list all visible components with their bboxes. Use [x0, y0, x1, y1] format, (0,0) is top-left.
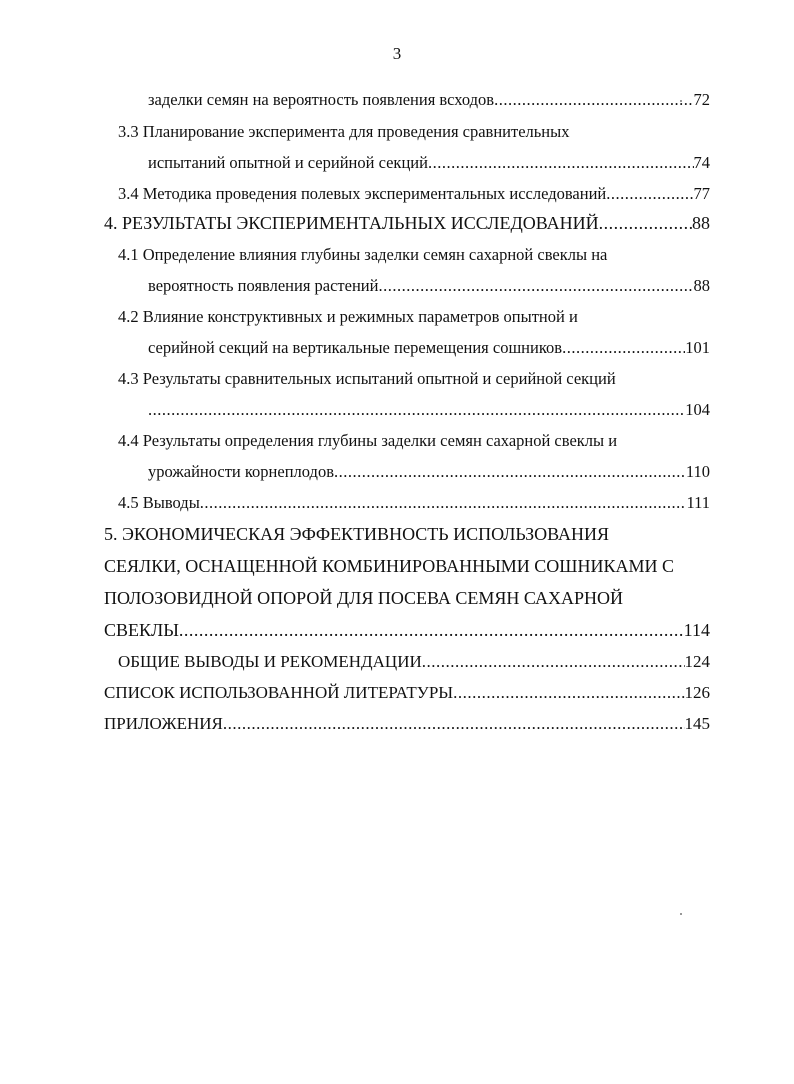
- toc-page-number: 104: [685, 400, 710, 419]
- toc-entry-4-3-continued: [148, 400, 710, 420]
- dot-leader: [422, 652, 685, 672]
- toc-page-number: 74: [693, 153, 710, 172]
- toc-entry-text: ОБЩИЕ ВЫВОДЫ И РЕКОМЕНДАЦИИ: [118, 652, 422, 671]
- toc-page-number: 88: [693, 276, 710, 295]
- dot-leader: [378, 276, 693, 296]
- toc-entry-text: СПИСОК ИСПОЛЬЗОВАННОЙ ЛИТЕРАТУРЫ: [104, 683, 454, 702]
- page-number: 3: [392, 44, 402, 63]
- toc-page-number: 114: [683, 620, 710, 640]
- toc-entry-4-4: [118, 431, 617, 451]
- toc-page-number: 145: [684, 714, 710, 733]
- dot-leader: [179, 620, 684, 640]
- toc-entry-chapter-5-line-3: [104, 588, 623, 608]
- toc-entry-text: серийной секций на вертикальные перемещения сошников: [148, 338, 563, 357]
- toc-entry-text: вероятность появления растений: [148, 276, 379, 295]
- toc-entry-text: 4.5 Выводы: [118, 493, 200, 512]
- dot-leader: [606, 184, 693, 204]
- toc-entry-text: ПРИЛОЖЕНИЯ: [104, 714, 223, 733]
- dot-leader: [148, 400, 685, 420]
- toc-entry-text: 4.4 Результаты определения глубины заделки семян сахарной свеклы и: [118, 431, 618, 450]
- toc-entry-text: 5. ЭКОНОМИЧЕСКАЯ ЭФФЕКТИВНОСТЬ ИСПОЛЬЗОВАНИЯ: [104, 524, 609, 544]
- scan-speck: [680, 100, 682, 102]
- toc-entry-text: 4.3 Результаты сравнительных испытаний опытной и серийной секций: [118, 369, 616, 388]
- toc-entry-text: 3.3 Планирование эксперимента для проведения сравнительных: [118, 122, 570, 141]
- toc-page-number: 88: [692, 213, 710, 233]
- toc-entry-4-2: [118, 307, 578, 327]
- toc-entry-text: заделки семян на вероятность появления всходов: [148, 90, 495, 109]
- toc-entry-text: 4. РЕЗУЛЬТАТЫ ЭКСПЕРИМЕНТАЛЬНЫХ ИССЛЕДОВАНИЙ: [104, 213, 599, 233]
- toc-entry-3-4: [118, 184, 710, 204]
- toc-page-number: 101: [685, 338, 710, 357]
- toc-page-number: 110: [685, 462, 710, 481]
- toc-entry-chapter-5-line-2: [104, 556, 674, 576]
- toc-page-number: 124: [684, 652, 710, 671]
- toc-entry-text: 4.1 Определение влияния глубины заделки семян сахарной свеклы на: [118, 245, 608, 264]
- dot-leader: [453, 683, 684, 703]
- toc-entry-text: СЕЯЛКИ, ОСНАЩЕННОЙ КОМБИНИРОВАННЫМИ СОШНИКАМИ С: [104, 556, 674, 576]
- toc-entry-text: испытаний опытной и серийной секций: [148, 153, 428, 172]
- toc-entry-4-1-continued: [148, 276, 710, 296]
- toc-entry-chapter-4: [104, 213, 710, 233]
- toc-entry-3-3: [118, 122, 569, 142]
- toc-page-number: 111: [686, 493, 710, 512]
- toc-entry-4-4-continued: [148, 462, 710, 482]
- dot-leader: [223, 714, 685, 734]
- toc-entry-text: СВЕКЛЫ: [104, 620, 179, 640]
- toc-entry-4-5: [118, 493, 710, 513]
- scan-speck: [680, 913, 682, 915]
- toc-entry-references: [104, 683, 710, 703]
- toc-entry-4-3: [118, 369, 616, 389]
- dot-leader: [334, 462, 686, 482]
- toc-entry-text: 4.2 Влияние конструктивных и режимных параметров опытной и: [118, 307, 578, 326]
- toc-entry-3-2-continued: [148, 90, 710, 110]
- toc-entry-appendices: [104, 714, 710, 734]
- dot-leader: [494, 90, 693, 110]
- toc-entry-text: урожайности корнеплодов: [148, 462, 334, 481]
- toc-entry-chapter-5-line-4: [104, 620, 710, 640]
- dot-leader: [562, 338, 685, 358]
- dot-leader: [200, 493, 687, 513]
- dot-leader: [599, 213, 692, 233]
- toc-page-number: 77: [693, 184, 710, 203]
- toc-entry-conclusions: [118, 652, 710, 672]
- toc-page-number: 126: [684, 683, 710, 702]
- toc-entry-4-2-continued: [148, 338, 710, 358]
- toc-entry-text: 3.4 Методика проведения полевых экспериментальных исследований: [118, 184, 607, 203]
- toc-page-number: 72: [693, 90, 710, 109]
- toc-entry-3-3-continued: [148, 153, 710, 173]
- toc-entry-4-1: [118, 245, 607, 265]
- toc-entry-chapter-5: [104, 524, 609, 544]
- dot-leader: [428, 153, 694, 173]
- toc-entry-text: ПОЛОЗОВИДНОЙ ОПОРОЙ ДЛЯ ПОСЕВА СЕМЯН САХАРНОЙ: [104, 588, 624, 608]
